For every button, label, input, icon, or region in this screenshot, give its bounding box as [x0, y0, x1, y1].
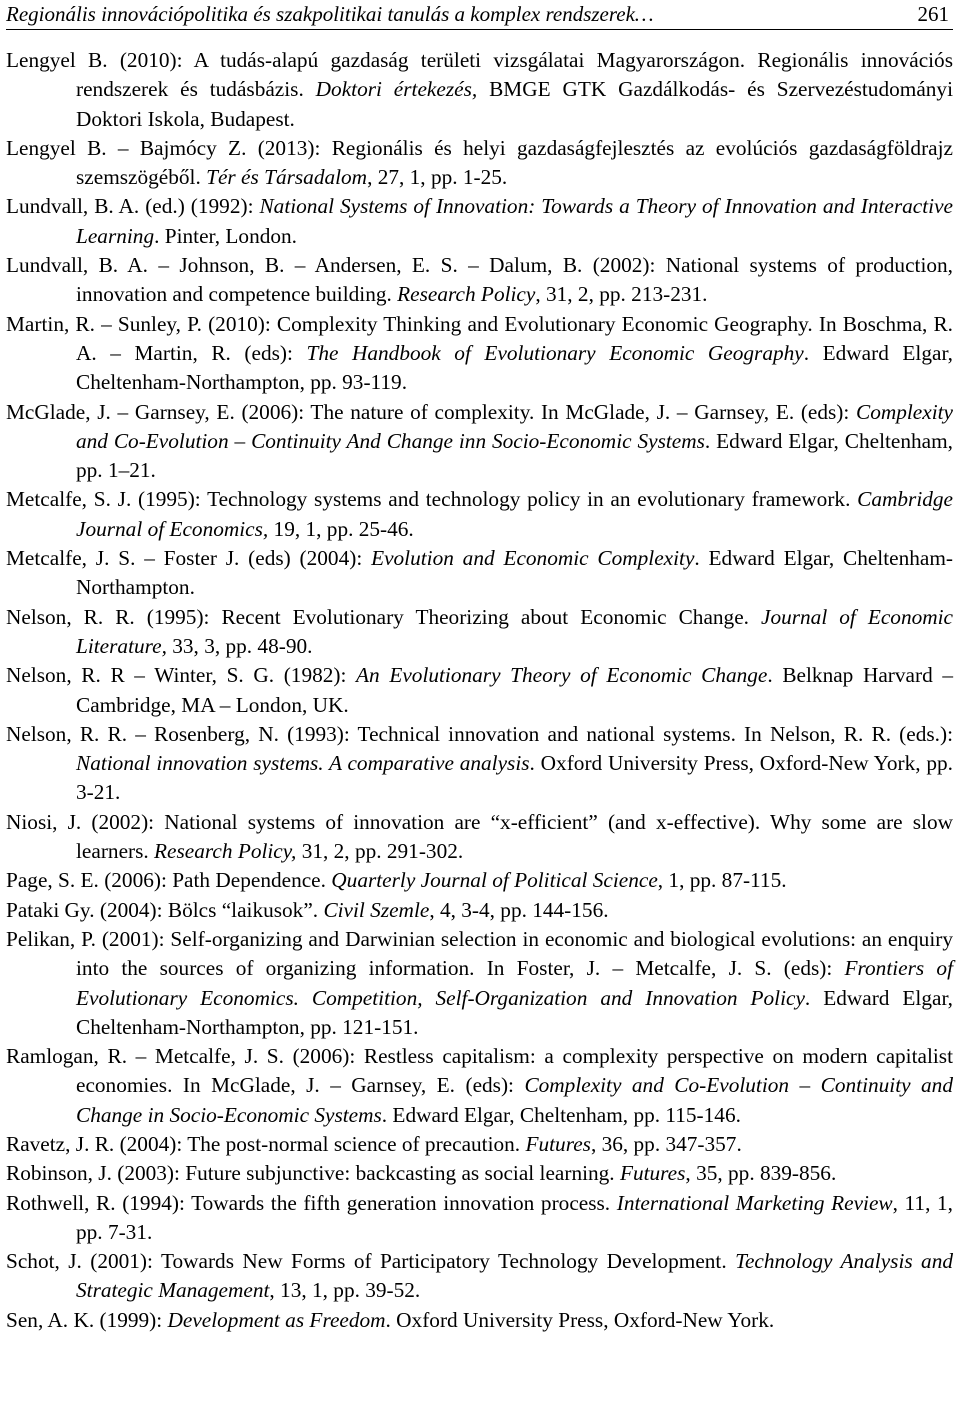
- reference-italic-text: Research Policy,: [154, 839, 297, 864]
- reference-italic-text: Research Policy: [397, 282, 536, 307]
- reference-text: BMGE GTK Gazdálkodás- és Szervezéstudományi Doktori Iskola, Budapest.: [76, 77, 953, 131]
- running-title: Regionális innovációpolitika és szakpolitikai tanulás a komplex rendszerek…: [6, 2, 654, 26]
- reference-text: , 27, 1, pp. 1-25.: [367, 165, 508, 190]
- reference-entry: [6, 661, 953, 720]
- reference-text: Niosi, J. (2002): National systems of innovation are “x-efficient” (and x-effective). Why some are slow learners.: [6, 809, 953, 864]
- reference-italic-text: National Systems of Innovation: Towards a Theory of Innovation and Interactive Learning: [76, 194, 953, 248]
- reference-italic-text: Doktori értekezés,: [315, 77, 478, 102]
- reference-text: . Edward Elgar, Cheltenham, pp. 115-146.: [381, 1102, 741, 1127]
- reference-text: McGlade, J. – Garnsey, E. (2006): The nature of complexity. In McGlade, J. – Garnsey, E. (eds):: [6, 399, 856, 424]
- reference-text: Page, S. E. (2006): Path Dependence.: [6, 868, 332, 893]
- reference-italic-text: Tér és Társadalom: [206, 165, 368, 190]
- reference-entry: [6, 866, 953, 895]
- reference-italic-text: Journal of Economic Literature,: [76, 604, 954, 658]
- reference-text: Pataki Gy. (2004): Bölcs “laikusok”.: [6, 897, 324, 922]
- reference-italic-text: International Marketing Review: [616, 1190, 893, 1215]
- reference-entry: [6, 720, 953, 808]
- reference-italic-text: Cambridge Journal of Economics,: [76, 487, 953, 541]
- reference-entry: [6, 134, 953, 193]
- reference-italic-text: Technology Analysis and Strategic Management: [76, 1249, 953, 1303]
- reference-text: Lundvall, B. A. – Johnson, B. – Andersen, E. S. – Dalum, B. (2002): National systems of production, innovation and competence building.: [6, 253, 953, 307]
- reference-italic-text: The Handbook of Evolutionary Economic Geography: [306, 340, 804, 365]
- reference-entry: [6, 808, 953, 867]
- reference-text: , 35, pp. 839-856.: [685, 1161, 837, 1186]
- reference-entry: [6, 1042, 953, 1130]
- page-number: 261: [917, 2, 949, 26]
- reference-text: . Oxford University Press, Oxford-New York, pp. 3-21.: [76, 751, 953, 805]
- reference-text: Metcalfe, S. J. (1995): Technology systems and technology policy in an evolutionary framework.: [6, 487, 858, 512]
- reference-text: Rothwell, R. (1994): Towards the fifth generation innovation process.: [6, 1190, 617, 1215]
- reference-text: Lundvall, B. A. (ed.) (1992):: [6, 194, 260, 219]
- reference-text: , 4, 3-4, pp. 144-156.: [429, 897, 609, 922]
- reference-italic-text: National innovation systems. A comparative analysis: [76, 751, 530, 776]
- reference-text: 19, 1, pp. 25-46.: [268, 516, 414, 541]
- reference-entry: [6, 896, 953, 925]
- reference-entry: [6, 603, 953, 662]
- reference-italic-text: Evolution and Economic Complexity: [371, 546, 695, 571]
- reference-text: Pelikan, P. (2001): Self-organizing and Darwinian selection in economic and biological evolutions: an enquiry into the sources of organizing information. In Foster, J. – Metcalfe, J. S. (eds):: [6, 926, 953, 981]
- reference-text: Nelson, R. R – Winter, S. G. (1982):: [6, 663, 357, 688]
- reference-text: Nelson, R. R. (1995): Recent Evolutionary Theorizing about Economic Change.: [6, 604, 761, 629]
- reference-entry: [6, 485, 953, 544]
- reference-italic-text: Civil Szemle: [323, 897, 430, 922]
- reference-text: . Oxford University Press, Oxford-New York.: [385, 1307, 775, 1332]
- reference-text: . Edward Elgar, Cheltenham-Northampton, pp. 121-151.: [76, 985, 954, 1039]
- reference-text: Schot, J. (2001): Towards New Forms of Participatory Technology Development.: [6, 1249, 736, 1274]
- reference-text: 31, 2, pp. 291-302.: [296, 839, 464, 864]
- reference-text: Lengyel B. (2010): A tudás-alapú gazdaság területi vizsgálatai Magyarországon. Regionális innovációs rendszerek és tudásbázis.: [6, 48, 953, 102]
- reference-list: [6, 46, 953, 1335]
- reference-entry: [6, 251, 953, 310]
- reference-text: , 1, pp. 87-115.: [657, 868, 787, 893]
- reference-text: Martin, R. – Sunley, P. (2010): Complexity Thinking and Evolutionary Economic Geography. In Boschma, R. A. – Martin, R. (eds):: [6, 311, 953, 365]
- reference-text: Ramlogan, R. – Metcalfe, J. S. (2006): Restless capitalism: a complexity perspective on modern capitalist economies. In McGlade, J. – Garnsey, E. (eds):: [6, 1044, 953, 1098]
- reference-text: Metcalfe, J. S. – Foster J. (eds) (2004):: [6, 546, 372, 571]
- reference-text: . Edward Elgar, Cheltenham-Northampton.: [76, 546, 953, 600]
- running-header: [6, 0, 953, 30]
- reference-text: , 36, pp. 347-357.: [590, 1131, 742, 1156]
- reference-text: Sen, A. K. (1999):: [6, 1307, 168, 1332]
- reference-italic-text: Futures: [619, 1161, 686, 1186]
- reference-text: 33, 3, pp. 48-90.: [166, 633, 313, 658]
- reference-entry: [6, 1159, 953, 1188]
- reference-entry: [6, 1189, 953, 1248]
- reference-text: Nelson, R. R. – Rosenberg, N. (1993): Technical innovation and national systems. In Nelson, R. R. (eds.):: [6, 721, 953, 746]
- reference-text: Ravetz, J. R. (2004): The post-normal science of precaution.: [6, 1131, 526, 1156]
- reference-text: . Edward Elgar, Cheltenham-Northampton, pp. 93-119.: [76, 340, 954, 395]
- reference-entry: [6, 46, 953, 134]
- reference-text: , 31, 2, pp. 213-231.: [535, 282, 708, 307]
- reference-text: . Belknap Harvard – Cambridge, MA – London, UK.: [76, 663, 954, 717]
- reference-text: . Edward Elgar, Cheltenham, pp. 1–21.: [76, 428, 954, 483]
- reference-entry: [6, 544, 953, 603]
- reference-italic-text: An Evolutionary Theory of Economic Change: [356, 663, 768, 688]
- reference-italic-text: Complexity and Co-Evolution – Continuity And Change inn Socio-Economic Systems: [76, 399, 953, 453]
- reference-italic-text: Complexity and Co-Evolution – Continuity and Change in Socio-Economic Systems: [76, 1073, 953, 1127]
- reference-text: , 13, 1, pp. 39-52.: [269, 1278, 421, 1303]
- reference-entry: [6, 1130, 953, 1159]
- reference-entry: [6, 1247, 953, 1306]
- reference-italic-text: Futures: [525, 1131, 591, 1156]
- reference-italic-text: Frontiers of Evolutionary Economics. Competition, Self-Organization and Innovation Policy: [76, 956, 953, 1010]
- reference-italic-text: Development as Freedom: [167, 1307, 386, 1332]
- reference-entry: [6, 925, 953, 1042]
- reference-italic-text: Quarterly Journal of Political Science: [331, 868, 658, 893]
- reference-text: , 11, 1, pp. 7-31.: [76, 1190, 953, 1244]
- reference-entry: [6, 1306, 953, 1335]
- reference-entry: [6, 398, 953, 486]
- reference-text: Robinson, J. (2003): Future subjunctive: backcasting as social learning.: [6, 1161, 620, 1186]
- reference-text: . Pinter, London.: [154, 223, 298, 248]
- reference-entry: [6, 310, 953, 398]
- reference-text: Lengyel B. – Bajmócy Z. (2013): Regionális és helyi gazdaságfejlesztés az evolúciós gazdaságföldrajz szemszögéből.: [6, 135, 953, 190]
- reference-entry: [6, 192, 953, 251]
